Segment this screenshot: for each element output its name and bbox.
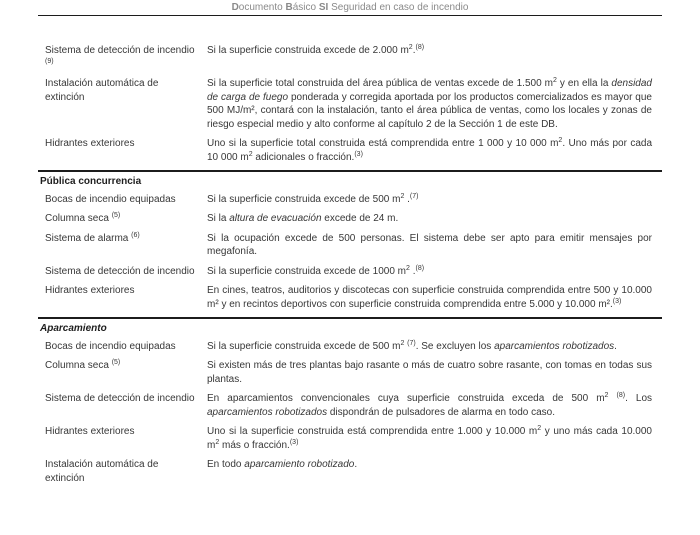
- row-condition: Si la superficie construida excede de 500 $m^2$ $^{(7)}$. Se excluyen los aparcamientos robotizados.: [207, 339, 617, 352]
- row-condition: En cines, teatros, auditorios y discotecas con superficie construida comprendida entre 500 y 10.000 m² y en recintos deportivos con superficie construida comprendida entre 5.000 y 10.000 m².$^{(3)}$: [207, 285, 652, 310]
- row-condition: Uno si la superficie construida está comprendida entre 1.000 y 10.000 $m^2$ y uno más cada 10.000 $m^2$ más o fracción.$^{(3)}$: [207, 425, 652, 451]
- row-condition: Si la ocupación excede de 500 personas. El sistema debe ser apto para emitir mensajes por megafonía.: [207, 232, 652, 257]
- row-label: Bocas de incendio equipadas: [45, 340, 176, 352]
- row-condition: En todo aparcamiento robotizado.: [207, 459, 358, 470]
- table-row: [38, 340, 662, 354]
- row-condition: Uno si la superficie total construida está comprendida entre 1 000 y 10 000 $m^2$. Uno más por cada 10 000 $m^2$ adicionales o fracción.$^{(3)}$: [207, 137, 653, 163]
- document-header-title: Documento Básico SI Seguridad en caso de incendio: [231, 2, 469, 13]
- table-row: [38, 232, 662, 259]
- row-condition: Si la superficie construida excede de 500 $m^2$ .$^{(7)}$: [207, 192, 419, 205]
- section-title: Pública concurrencia: [40, 176, 142, 187]
- table-row: [38, 44, 662, 71]
- row-label: Instalación automática de extinción: [45, 78, 159, 103]
- row-condition: Si existen más de tres plantas bajo rasante o más de cuatro sobre rasante, con tomas en todas sus plantas.: [207, 360, 652, 385]
- row-label: Hidrantes exteriores: [45, 138, 135, 149]
- row-label: Sistema de detección de incendio $^{(9)}$: [45, 45, 195, 65]
- table-row: [38, 137, 662, 164]
- table-row: [38, 458, 662, 485]
- table-section: [38, 317, 662, 485]
- row-label: Sistema de detección de incendio: [45, 393, 195, 404]
- table-row: [38, 77, 662, 131]
- table-row: [38, 425, 662, 452]
- table-row: [38, 212, 662, 226]
- table-row: [38, 392, 662, 419]
- row-label: Columna seca $^{(5)}$: [45, 212, 121, 224]
- row-label: Hidrantes exteriores: [45, 285, 135, 296]
- conditions-table: [38, 44, 662, 485]
- row-condition: Si la superficie construida excede de 1000 $m^2$ .$^{(8)}$: [207, 264, 425, 277]
- table-row: [38, 193, 662, 207]
- row-condition: En aparcamientos convencionales cuya superficie construida exceda de 500 $m^2$ $^{(8)}$. Los aparcamientos robotizados dispondrán de pulsadores de alarma en todo caso.: [207, 392, 653, 418]
- table-row: [38, 265, 662, 279]
- row-label: Sistema de detección de incendio: [45, 265, 195, 277]
- table-section: [38, 44, 662, 164]
- row-label: Bocas de incendio equipadas: [45, 193, 176, 205]
- table-row: [38, 359, 662, 386]
- row-condition: Si la superficie total construida del área pública de ventas excede de 1.500 $m^2$ y en ella la densidad de carga de fuego ponderada y corregida aportada por los productos comercializados es mayor que 500 MJ/m², contará con la instalación, tanto el área pública de ventas, como los locales y zonas de riesgo especial medio y alto conforme al capítulo 2 de la Sección 1 de este DB.: [207, 77, 652, 130]
- row-label: Instalación automática de extinción: [45, 459, 159, 484]
- row-label: Columna seca $^{(5)}$: [45, 359, 121, 371]
- document-header: [0, 0, 700, 14]
- row-condition: Si la altura de evacuación excede de 24 m.: [207, 213, 399, 224]
- row-label: Hidrantes exteriores: [45, 426, 135, 437]
- row-condition: Si la superficie construida excede de 2.000 $m^2.^{(8)}$: [207, 44, 425, 56]
- section-title: Aparcamiento: [40, 323, 107, 334]
- table-row: [38, 284, 662, 311]
- table-section: [38, 170, 662, 311]
- header-divider-line: [38, 15, 662, 16]
- row-label: Sistema de alarma $^{(6)}$: [45, 231, 140, 244]
